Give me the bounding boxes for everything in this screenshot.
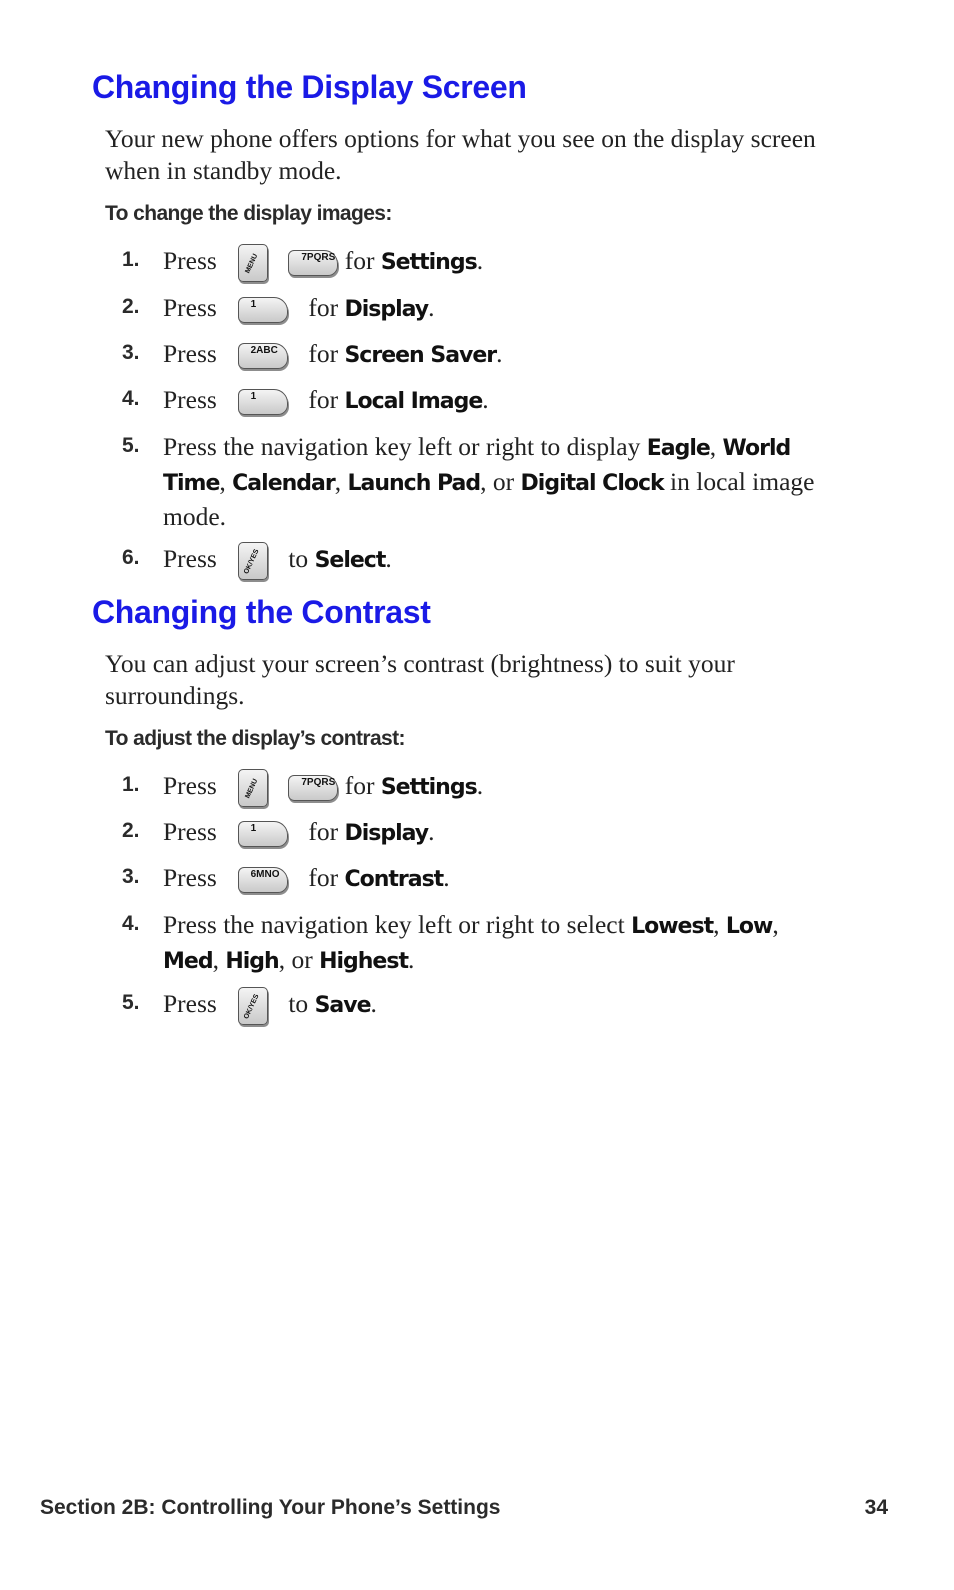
menu-option: Save bbox=[314, 993, 371, 1018]
menu-option: Local Image bbox=[344, 389, 483, 414]
section-intro-display-screen: Your new phone offers options for what you see on the display screen when in standby mode. bbox=[105, 124, 816, 185]
menu-key-icon: MENU bbox=[238, 769, 268, 807]
key-1-icon: 1 bbox=[238, 821, 288, 847]
step-verb: Press bbox=[163, 339, 217, 368]
step-number: 5. bbox=[122, 991, 140, 1014]
step-verb: Press bbox=[163, 385, 217, 414]
step-connector: for bbox=[308, 863, 339, 892]
step-text: Press the navigation key left or right to select Lowest, Low, Med, High, or Highest. bbox=[163, 910, 779, 974]
menu-option: Contrast bbox=[344, 867, 444, 892]
step-text: Press 1 for Display. bbox=[163, 817, 435, 846]
option-name: Low bbox=[725, 914, 773, 939]
option-name: Highest bbox=[319, 949, 408, 974]
step-number: 3. bbox=[122, 341, 140, 364]
option-name: Launch Pad bbox=[347, 471, 481, 496]
step-text: Press OK/YES to Select. bbox=[163, 542, 833, 580]
menu-option: Settings bbox=[380, 775, 477, 800]
step-verb: Press bbox=[163, 771, 217, 800]
option-name: Med bbox=[163, 949, 213, 974]
ok-yes-key-icon: OK/YES bbox=[238, 542, 268, 580]
key-1-icon: 1 bbox=[238, 297, 288, 323]
section-title-display-screen: Changing the Display Screen bbox=[92, 69, 527, 105]
step-verb: Press bbox=[163, 989, 217, 1018]
step-text: Press the navigation key left or right to display Eagle, World Time, Calendar, Launch Pad, or Digital Clock in local image mode. bbox=[163, 432, 815, 531]
option-name: Calendar bbox=[232, 471, 335, 496]
step-number: 1. bbox=[122, 248, 140, 271]
key-6mno-icon: 6MNO bbox=[238, 867, 288, 893]
menu-option: Display bbox=[344, 821, 429, 846]
step-text: Press 1 for Display. bbox=[163, 293, 435, 322]
step-number: 4. bbox=[122, 387, 140, 410]
page-number: 34 bbox=[864, 1496, 888, 1519]
step-number: 1. bbox=[122, 773, 140, 796]
menu-option: Settings bbox=[380, 250, 477, 275]
menu-option: Screen Saver bbox=[344, 343, 497, 368]
procedure-heading-contrast: To adjust the display’s contrast: bbox=[105, 727, 405, 750]
step-connector: for bbox=[308, 817, 339, 846]
step-text: Press MENU 7PQRS for Settings. bbox=[163, 769, 833, 807]
section-title-contrast: Changing the Contrast bbox=[92, 594, 431, 630]
key-2abc-icon: 2ABC bbox=[238, 343, 288, 369]
procedure-heading-display-images: To change the display images: bbox=[105, 202, 392, 225]
step-number: 3. bbox=[122, 865, 140, 888]
key-7pqrs-icon: 7PQRS bbox=[288, 250, 338, 276]
ok-yes-key-icon: OK/YES bbox=[238, 987, 268, 1025]
key-7pqrs-icon: 7PQRS bbox=[288, 775, 338, 801]
step-connector: to bbox=[288, 989, 309, 1018]
option-name: High bbox=[225, 949, 279, 974]
step-connector: for bbox=[344, 246, 375, 275]
section-intro-contrast: You can adjust your screen’s contrast (brightness) to suit your surroundings. bbox=[105, 649, 735, 710]
menu-option: Display bbox=[344, 297, 429, 322]
step-number: 6. bbox=[122, 546, 140, 569]
step-number: 4. bbox=[122, 912, 140, 935]
step-text: Press 1 for Local Image. bbox=[163, 385, 489, 414]
step-number: 2. bbox=[122, 295, 140, 318]
step-text: Press 6MNO for Contrast. bbox=[163, 863, 450, 892]
menu-option: Select bbox=[314, 548, 386, 573]
step-verb: Press bbox=[163, 246, 217, 275]
step-text: Press OK/YES to Save. bbox=[163, 987, 833, 1025]
step-verb: Press bbox=[163, 293, 217, 322]
step-number: 5. bbox=[122, 434, 140, 457]
step-connector: for bbox=[308, 293, 339, 322]
menu-key-icon: MENU bbox=[238, 244, 268, 282]
step-connector: for bbox=[308, 339, 339, 368]
footer-section-title: Section 2B: Controlling Your Phone’s Settings bbox=[40, 1496, 501, 1519]
step-text: Press 2ABC for Screen Saver. bbox=[163, 339, 503, 368]
step-number: 2. bbox=[122, 819, 140, 842]
step-verb: Press bbox=[163, 863, 217, 892]
step-connector: for bbox=[308, 385, 339, 414]
option-name: World Time bbox=[163, 436, 791, 496]
option-name: Digital Clock bbox=[520, 471, 664, 496]
step-connector: for bbox=[344, 771, 375, 800]
step-verb: Press bbox=[163, 544, 217, 573]
step-connector: to bbox=[288, 544, 309, 573]
step-verb: Press bbox=[163, 817, 217, 846]
option-name: Lowest bbox=[631, 914, 714, 939]
step-text: Press MENU 7PQRS for Settings. bbox=[163, 244, 833, 282]
option-name: Eagle bbox=[646, 436, 710, 461]
key-1-icon: 1 bbox=[238, 389, 288, 415]
